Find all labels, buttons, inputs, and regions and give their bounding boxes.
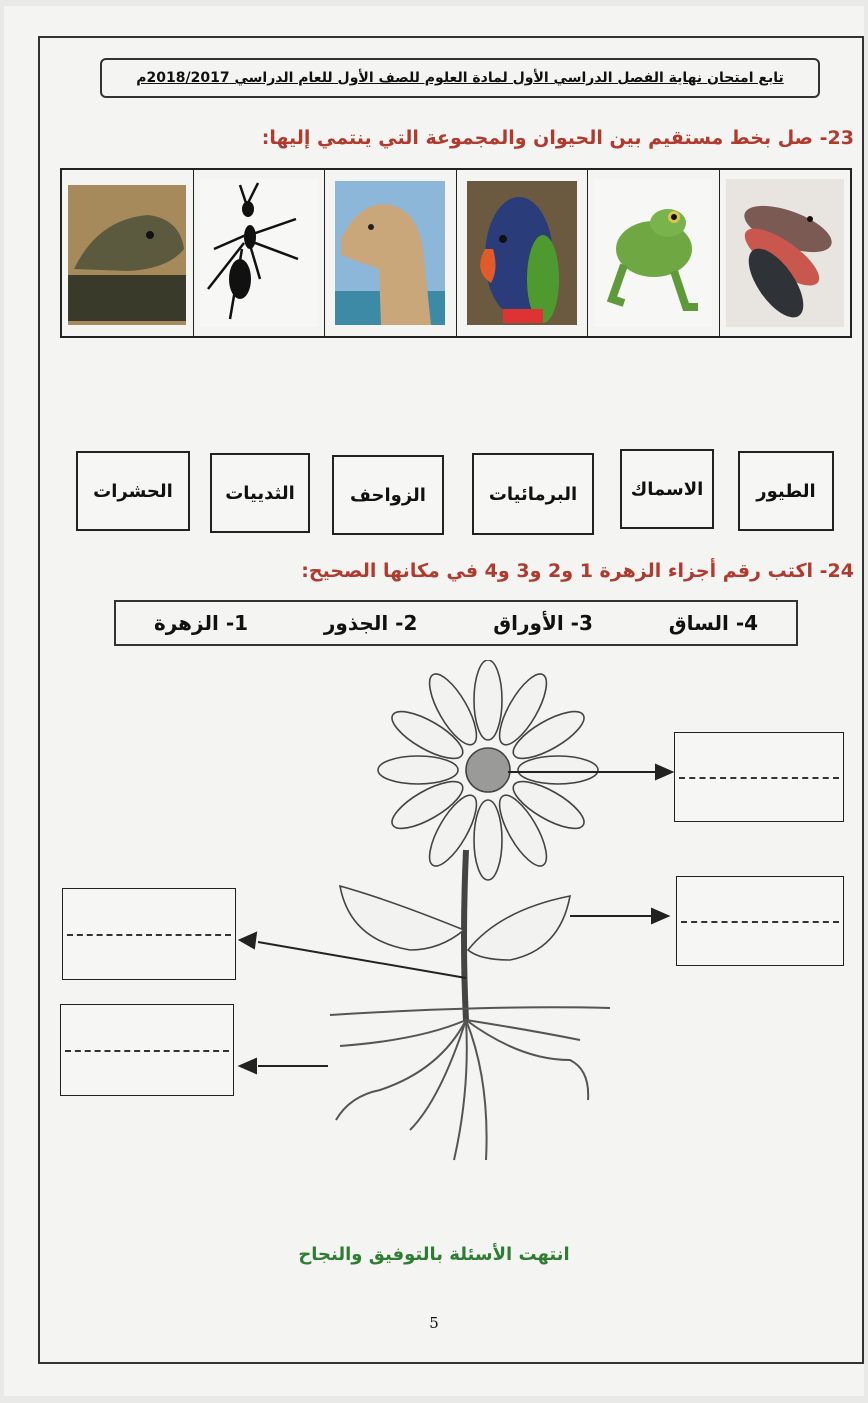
answer-box-leaf[interactable] [676, 876, 844, 966]
question-23-text: صل بخط مستقيم بين الحيوان والمجموعة التي ينتمي إليها: [261, 127, 814, 149]
question-23-title [262, 127, 854, 149]
parrot-icon [463, 179, 581, 327]
animal-cell-frog[interactable] [587, 170, 719, 336]
group-label-birds: الطيور [756, 480, 816, 502]
group-box-reptiles[interactable] [332, 455, 444, 535]
animal-cell-camel[interactable] [324, 170, 456, 336]
page-number: 5 [429, 1314, 439, 1332]
plant-diagram-icon [240, 660, 680, 1180]
animal-cell-parrot[interactable] [456, 170, 588, 336]
lizard-icon [68, 179, 186, 327]
animal-cell-fish[interactable] [719, 170, 851, 336]
group-box-fish[interactable] [620, 449, 714, 529]
question-24-number: 24- [819, 560, 854, 582]
part-flower: 1- الزهرة [153, 611, 249, 635]
group-box-birds[interactable] [738, 451, 834, 531]
animal-cell-ant[interactable] [193, 170, 325, 336]
group-label-mammals: الثدييات [225, 482, 295, 504]
group-box-insects[interactable] [76, 451, 190, 531]
group-label-reptiles: الزواحف [350, 484, 426, 506]
part-stem: 4- الساق [668, 611, 759, 635]
fish-icon [726, 179, 844, 327]
exam-header-title: تابع امتحان نهاية الفصل الدراسي الأول لمادة العلوم للصف الأول للعام الدراسي 2018/2017م [136, 70, 784, 86]
answer-box-stem[interactable] [62, 888, 236, 980]
question-23-number: 23- [819, 127, 854, 149]
camel-icon [331, 179, 449, 327]
answer-box-flower[interactable] [674, 732, 844, 822]
ant-icon [200, 179, 318, 327]
question-24-text: اكتب رقم أجزاء الزهرة 1 و2 و3 و4 في مكانها الصحيح: [301, 560, 814, 582]
part-leaves: 3- الأوراق [493, 611, 593, 635]
group-label-amphibians: البرمائيات [488, 483, 578, 505]
animal-images-row [60, 168, 852, 338]
group-label-insects: الحشرات [93, 480, 173, 502]
animal-cell-lizard[interactable] [62, 170, 193, 336]
frog-icon [594, 179, 712, 327]
group-box-amphibians[interactable] [472, 453, 594, 535]
parts-list-box [114, 600, 798, 646]
group-label-fish: الاسماك [630, 478, 704, 500]
question-24-title [301, 560, 854, 582]
closing-message: انتهت الأسئلة بالتوفيق والنجاح [298, 1244, 570, 1265]
answer-box-roots[interactable] [60, 1004, 234, 1096]
exam-header [100, 58, 820, 98]
group-box-mammals[interactable] [210, 453, 310, 533]
part-roots: 2- الجذور [323, 611, 418, 635]
